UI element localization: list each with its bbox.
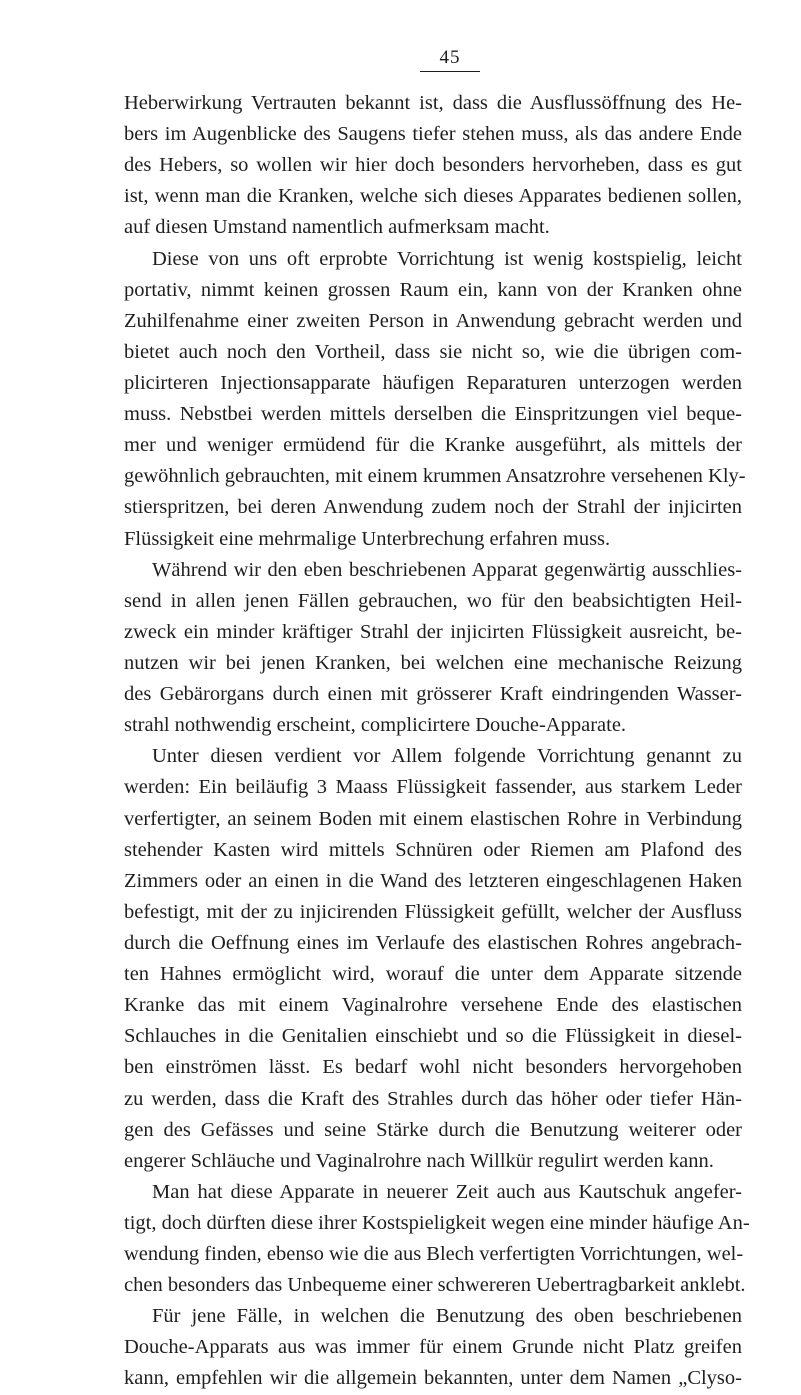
text-line: Diese von uns oft erprobte Vorrichtung ist wenig kostspielig, leicht: [152, 247, 742, 270]
text-line: portativ, nimmt keinen grossen Raum ein, kann von der Kranken ohne: [124, 278, 742, 301]
text-line: werden: Ein beiläufig 3 Maass Flüssigkeit fassender, aus starkem Leder: [124, 776, 742, 799]
text-line: bers im Augenblicke des Saugens tiefer stehen muss, als das andere Ende: [124, 123, 742, 146]
text-line: send in allen jenen Fällen gebrauchen, wo für den beabsichtigten Heil-: [124, 589, 742, 612]
text-line: zu werden, dass die Kraft des Strahles durch das höher oder tiefer Hän-: [124, 1087, 742, 1110]
page-header: [420, 48, 480, 72]
text-line: nutzen wir bei jenen Kranken, bei welchen eine mechanische Reizung: [124, 651, 742, 674]
text-line: zweck ein minder kräftiger Strahl der injicirten Flüssigkeit ausreicht, be-: [124, 620, 742, 643]
text-line: ist, wenn man die Kranken, welche sich dieses Apparates bedienen sollen,: [124, 185, 742, 208]
text-line: chen besonders das Unbequeme einer schwereren Uebertragbarkeit anklebt.: [124, 1274, 746, 1297]
text-line: stehender Kasten wird mittels Schnüren oder Riemen am Plafond des: [124, 838, 742, 861]
text-line: Schlauches in die Genitalien einschiebt und so die Flüssigkeit in diesel-: [124, 1025, 742, 1048]
text-line: gen des Gefässes und seine Stärke durch die Benutzung weiterer oder: [124, 1118, 742, 1141]
text-line: ten Hahnes ermöglicht wird, worauf die unter dem Apparate sitzende: [124, 963, 742, 986]
text-line: Unter diesen verdient vor Allem folgende Vorrichtung genannt zu: [152, 745, 742, 768]
text-line: Kranke das mit einem Vaginalrohre versehene Ende des elastischen: [124, 994, 742, 1017]
text-line: Für jene Fälle, in welchen die Benutzung des oben beschriebenen: [152, 1305, 742, 1328]
text-line: Während wir den eben beschriebenen Apparat gegenwärtig ausschlies-: [152, 558, 742, 581]
text-line: verfertigter, an seinem Boden mit einem elastischen Rohre in Verbindung: [124, 807, 742, 830]
text-line: durch die Oeffnung eines im Verlaufe des elastischen Rohres angebrach-: [124, 931, 742, 954]
text-line: bietet auch noch den Vortheil, dass sie nicht so, wie die übrigen com-: [124, 340, 742, 363]
text-line: auf diesen Umstand namentlich aufmerksam macht.: [124, 216, 550, 239]
text-line: Zimmers oder an einen in die Wand des letzteren eingeschlagenen Haken: [124, 869, 742, 892]
text-line: Flüssigkeit eine mehrmalige Unterbrechung erfahren muss.: [124, 527, 611, 550]
text-line: des Hebers, so wollen wir hier doch besonders hervorheben, dass es gut: [124, 154, 742, 177]
text-line: stierspritzen, bei deren Anwendung zudem noch der Strahl der injicirten: [124, 496, 742, 519]
page-number: 45: [439, 47, 461, 68]
text-line: mer und weniger ermüdend für die Kranke ausgeführt, als mittels der: [124, 434, 742, 457]
text-line: befestigt, mit der zu injicirenden Flüssigkeit gefüllt, welcher der Ausfluss: [124, 900, 742, 923]
text-line: Douche-Apparats aus was immer für einem Grunde nicht Platz greifen: [124, 1336, 742, 1359]
text-line: engerer Schläuche und Vaginalrohre nach Willkür regulirt werden kann.: [124, 1149, 714, 1172]
text-line: muss. Nebstbei werden mittels derselben die Einspritzungen viel beque-: [124, 403, 742, 426]
text-line: tigt, doch dürften diese ihrer Kostspieligkeit wegen eine minder häufige An-: [124, 1211, 750, 1234]
text-line: ben einströmen lässt. Es bedarf wohl nicht besonders hervorgehoben: [124, 1056, 742, 1079]
text-line: Heberwirkung Vertrauten bekannt ist, dass die Ausflussöffnung des He-: [124, 92, 742, 114]
text-line: strahl nothwendig erscheint, complicirtere Douche-Apparate.: [124, 714, 627, 737]
text-line: Man hat diese Apparate in neuerer Zeit auch aus Kautschuk angefer-: [152, 1180, 742, 1203]
text-line: plicirteren Injectionsapparate häufigen Reparaturen unterzogen werden: [124, 371, 742, 394]
page-number-rule: [420, 71, 480, 72]
text-line: des Gebärorgans durch einen mit grösserer Kraft eindringenden Wasser-: [124, 683, 742, 706]
text-line: kann, empfehlen wir die allgemein bekannten, unter dem Namen „Clyso-: [124, 1367, 742, 1390]
text-line: wendung finden, ebenso wie die aus Blech verfertigten Vorrichtungen, wel-: [124, 1243, 744, 1266]
body-text: [124, 88, 750, 1395]
text-line: Zuhilfenahme einer zweiten Person in Anwendung gebracht werden und: [124, 309, 742, 332]
text-line: gewöhnlich gebrauchten, mit einem krummen Ansatzrohre versehenen Kly-: [124, 465, 746, 488]
